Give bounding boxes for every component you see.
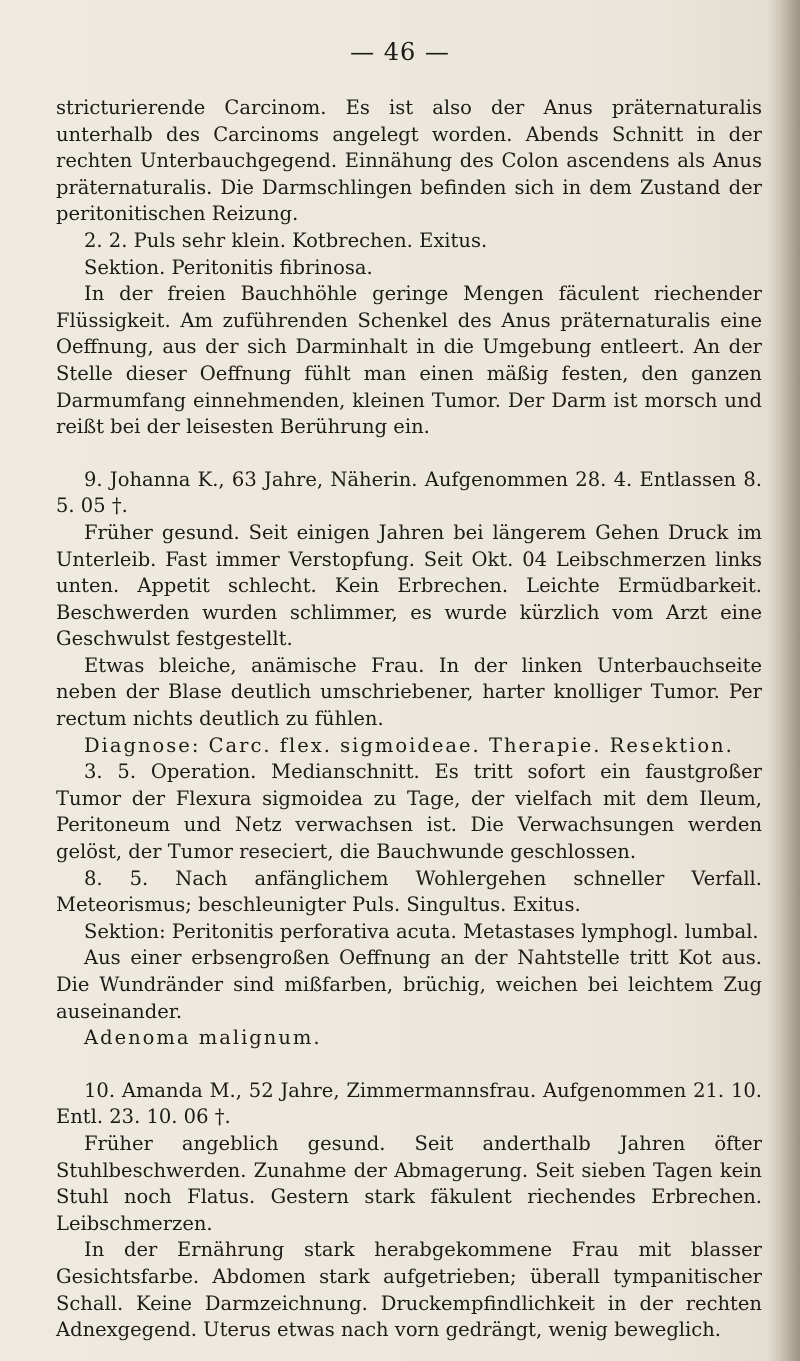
page-edge-shadow — [766, 0, 800, 1361]
case-heading: 9. Johanna K., 63 Jahre, Näherin. Aufgenommen 28. 4. Entlassen 8. 5. 05 †. — [56, 467, 762, 518]
diagnosis-line: Diagnose: Carc. flex. sigmoideae. Therapie. Resektion. — [84, 733, 734, 757]
paragraph: Früher gesund. Seit einigen Jahren bei längerem Gehen Druck im Unterleib. Fast immer Verstopfung. Seit Okt. 04 Leibschmerzen links unten. Appetit schlecht. Kein Erbrechen. Leichte Ermüdbarkeit. Beschwerden wurden schlimmer, es wurde kürzlich vom Arzt eine Geschwulst festgestellt. — [56, 520, 762, 651]
paragraph: Aus einer erbsengroßen Oeffnung an der Nahtstelle tritt Kot aus. Die Wundränder sind mißfarben, brüchig, weichen bei leichtem Zug auseinander. — [56, 946, 762, 1023]
paragraph: Etwas bleiche, anämische Frau. In der linken Unterbauchseite neben der Blase deutlich umschriebener, harter knolliger Tumor. Per rectum nichts deutlich zu fühlen. — [56, 653, 762, 731]
paragraph: 8. 5. Nach anfänglichem Wohlergehen schneller Verfall. Meteorismus; beschleunigter Puls. Singultus. Exitus. — [56, 866, 762, 917]
case-heading: 10. Amanda M., 52 Jahre, Zimmermannsfrau. Aufgenommen 21. 10. Entl. 23. 10. 06 †. — [56, 1078, 762, 1129]
paragraph: 3. 5. Operation. Medianschnitt. Es tritt sofort ein faustgroßer Tumor der Flexura sigmoidea zu Tage, der vielfach mit dem Ileum, Peritoneum und Netz verwachsen ist. Die Verwachsungen werden gelöst, der Tumor reseciert, die Bauchwunde geschlossen. — [56, 760, 762, 864]
body-text — [56, 95, 762, 1344]
paragraph: In der Ernährung stark herabgekommene Frau mit blasser Gesichtsfarbe. Abdomen stark aufgetrieben; überall tympanitischer Schall. Keine Darmzeichnung. Druckempfindlichkeit in der rechten Adnexgegend. Uterus etwas nach vorn gedrängt, wenig beweglich. — [56, 1238, 762, 1342]
paragraph: Sektion. Peritonitis fibrinosa. — [84, 255, 373, 279]
paragraph: Sektion: Peritonitis perforativa acuta. Metastases lymphogl. lumbal. — [84, 919, 759, 943]
paragraph: Früher angeblich gesund. Seit anderthalb Jahren öfter Stuhlbeschwerden. Zunahme der Abmagerung. Seit sieben Tagen kein Stuhl noch Flatus. Gestern stark fäkulent riechendes Erbrechen. Leibschmerzen. — [56, 1131, 762, 1235]
paragraph: In der freien Bauchhöhle geringe Mengen fäculent riechender Flüssigkeit. Am zuführenden Schenkel des Anus präternaturalis eine Oeffnung, aus der sich Darminhalt in die Umgebung entleert. An der Stelle dieser Oeffnung fühlt man einen mäßig festen, den ganzen Darmumfang einnehmenden, kleinen Tumor. Der Darm ist morsch und reißt bei der leisesten Berührung ein. — [56, 282, 762, 439]
paragraph: Adenoma malignum. — [84, 1026, 322, 1050]
paragraph: stricturierende Carcinom. Es ist also der Anus präternaturalis unterhalb des Carcinoms angelegt worden. Abends Schnitt in der rechten Unterbauchgegend. Einnähung des Colon ascendens als Anus präternaturalis. Die Darmschlingen befinden sich in dem Zustand der peritonitischen Reizung. — [56, 96, 762, 226]
paragraph: 2. 2. Puls sehr klein. Kotbrechen. Exitus. — [84, 228, 488, 252]
page-number: — 46 — — [350, 38, 450, 66]
